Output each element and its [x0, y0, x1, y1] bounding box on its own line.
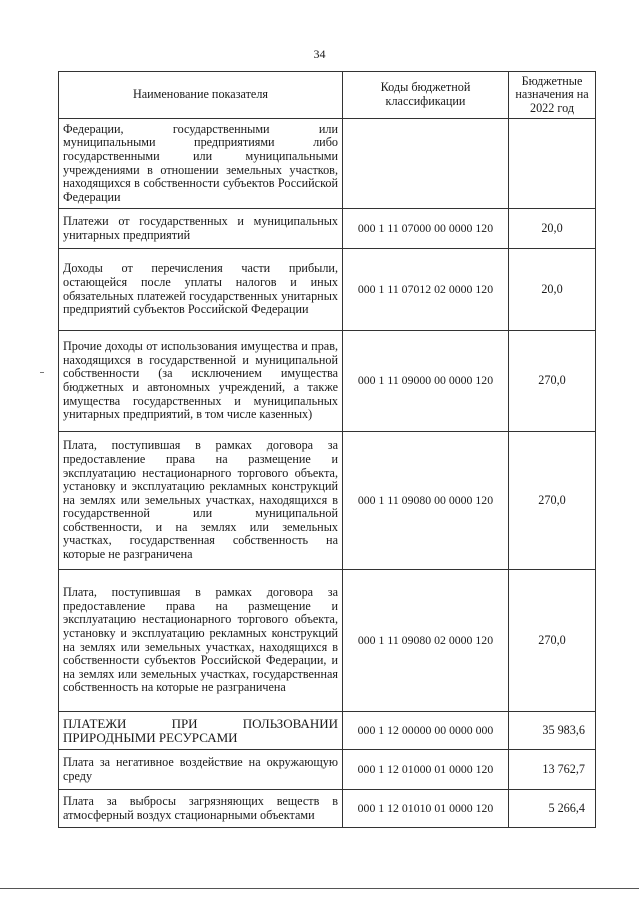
table-row [59, 249, 596, 331]
row-name: Прочие доходы от использования имущества и прав, находящихся в государственной и муниципальной собственности (за исключением имущества бюджетных и автономных учреждений, а также имущества государственных и муниципальных унитарных предприятий, в том числе казенных) [59, 331, 343, 432]
row-name: Федерации, государственными или муниципальными предприятиями либо государственными или муниципальными учреждениями в отношении земельных участков, находящихся в собственности субъектов Российской Федерации [59, 119, 343, 209]
table-row [59, 331, 596, 432]
row-name: Плата, поступившая в рамках договора за предоставление права на размещение и эксплуатацию нестационарного торгового объекта, установку и эксплуатацию рекламных конструкций на землях или земельных участках, находящихся в государственной или муниципальной собственности, и на землях или земельных участках, государственная собственность на которые не разграничена [59, 432, 343, 570]
scan-mark [40, 372, 44, 373]
table-row [59, 570, 596, 712]
row-code: 000 1 11 07000 00 0000 120 [343, 209, 509, 249]
row-name: ПЛАТЕЖИ ПРИ ПОЛЬЗОВАНИИ ПРИРОДНЫМИ РЕСУРСАМИ [59, 712, 343, 750]
row-value: 13 762,7 [509, 750, 596, 790]
header-value: Бюджетные назначения на 2022 год [509, 72, 596, 119]
row-name: Платежи от государственных и муниципальных унитарных предприятий [59, 209, 343, 249]
table-row [59, 119, 596, 209]
page-number: 34 [313, 47, 326, 61]
row-name: Плата, поступившая в рамках договора за предоставление права на размещение и эксплуатацию нестационарного торгового объекта, установку и эксплуатацию рекламных конструкций на землях или земельных участках, находящихся в собственности субъектов Российской Федерации, и на землях или земельных участках, государственная собственность на которые не разграничена [59, 570, 343, 712]
row-value: 35 983,6 [509, 712, 596, 750]
table-row [59, 209, 596, 249]
row-name: Плата за негативное воздействие на окружающую среду [59, 750, 343, 790]
header-code: Коды бюджетной классификации [343, 72, 509, 119]
table-row [59, 712, 596, 750]
row-value: 270,0 [509, 432, 596, 570]
table-header-row [59, 72, 596, 119]
row-code: 000 1 12 00000 00 0000 000 [343, 712, 509, 750]
row-name: Доходы от перечисления части прибыли, остающейся после уплаты налогов и иных обязательных платежей государственных унитарных предприятий субъектов Российской Федерации [59, 249, 343, 331]
table-row [59, 432, 596, 570]
row-code [343, 119, 509, 209]
row-code: 000 1 12 01010 01 0000 120 [343, 790, 509, 828]
page-bottom-rule [0, 888, 639, 889]
row-code: 000 1 11 09000 00 0000 120 [343, 331, 509, 432]
table-row [59, 750, 596, 790]
budget-table [58, 71, 596, 828]
row-value: 20,0 [509, 249, 596, 331]
row-code: 000 1 12 01000 01 0000 120 [343, 750, 509, 790]
row-code: 000 1 11 07012 02 0000 120 [343, 249, 509, 331]
table-row [59, 790, 596, 828]
row-value: 270,0 [509, 570, 596, 712]
row-value [509, 119, 596, 209]
row-code: 000 1 11 09080 02 0000 120 [343, 570, 509, 712]
row-value: 270,0 [509, 331, 596, 432]
row-code: 000 1 11 09080 00 0000 120 [343, 432, 509, 570]
header-name: Наименование показателя [59, 72, 343, 119]
row-value: 5 266,4 [509, 790, 596, 828]
row-value: 20,0 [509, 209, 596, 249]
row-name: Плата за выбросы загрязняющих веществ в атмосферный воздух стационарными объектами [59, 790, 343, 828]
